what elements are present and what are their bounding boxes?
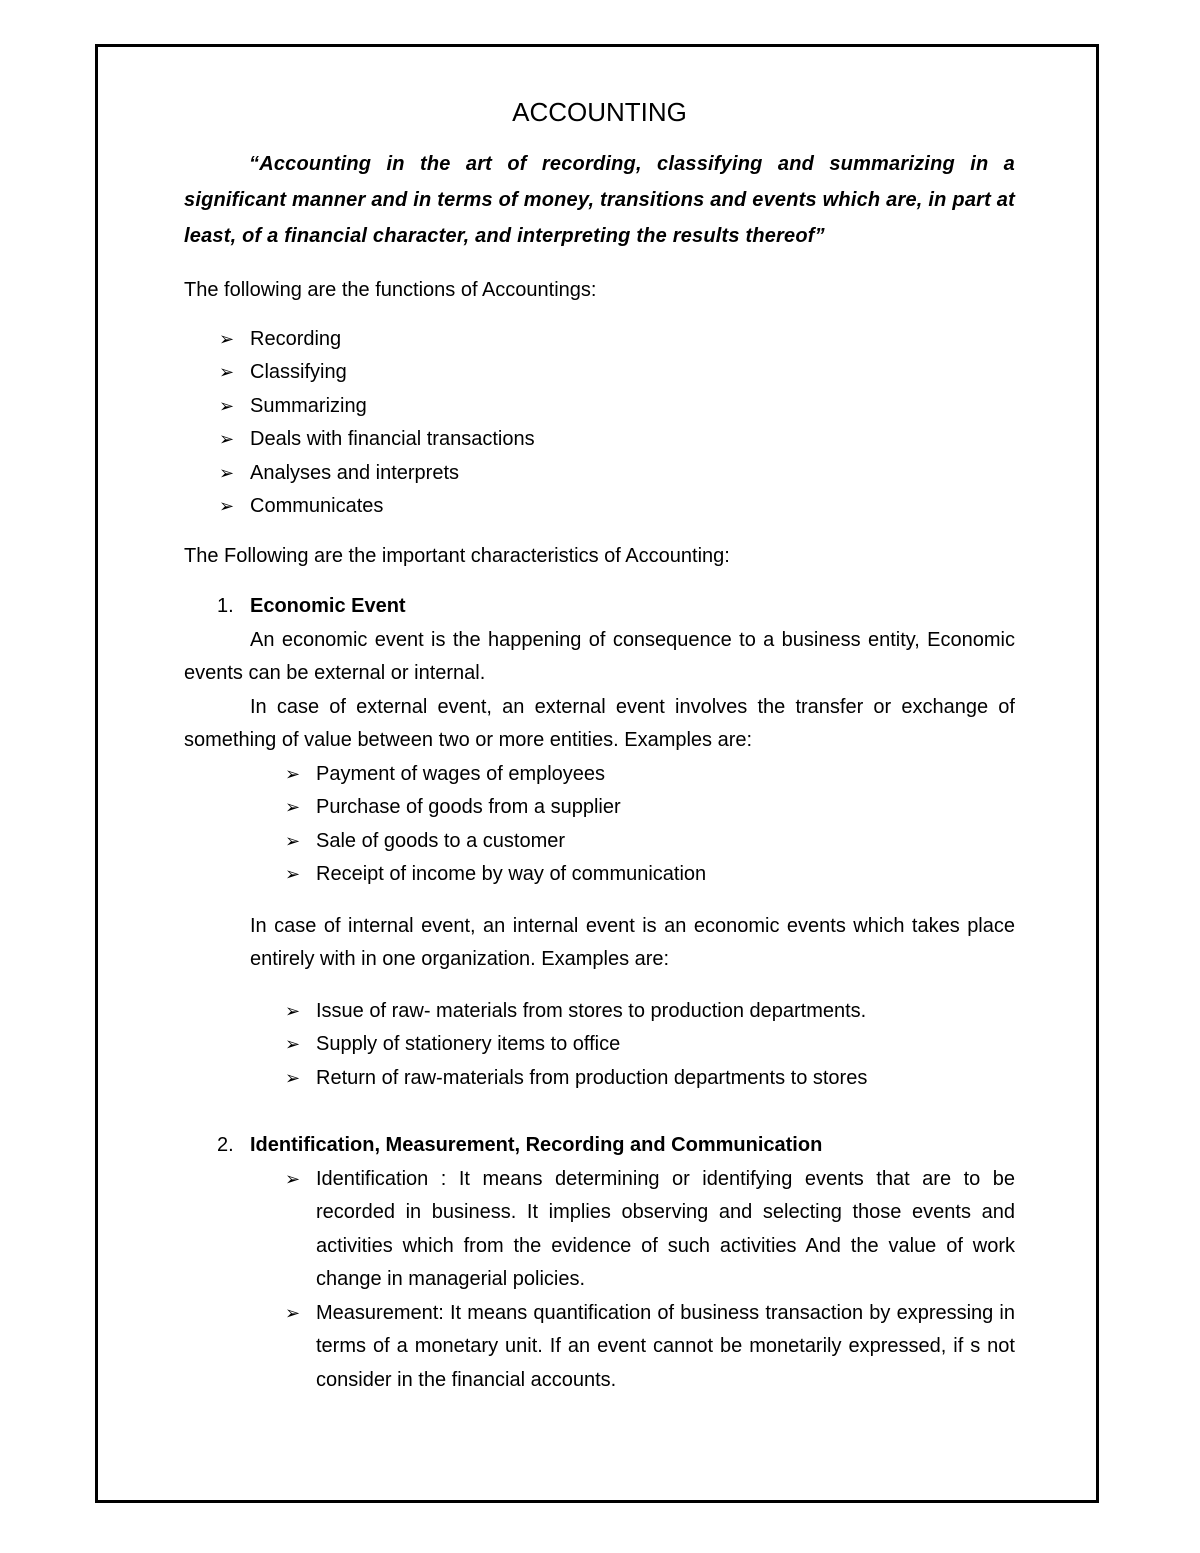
spacer — [184, 1095, 1015, 1129]
list-item: ➢ Purchase of goods from a supplier — [184, 791, 1015, 825]
identification-measurement-list — [184, 1163, 1015, 1398]
arrow-bullet-icon: ➢ — [285, 797, 301, 817]
list-item: ➢ Measurement: It means quantification of business transaction by expressing in terms of a monetary unit. If an event cannot be monetarily expressed, if s not consider in the financial accounts. — [184, 1297, 1015, 1398]
internal-examples-list — [184, 995, 1015, 1096]
section-heading-text: Economic Event — [250, 595, 406, 617]
list-item: ➢ Payment of wages of employees — [184, 758, 1015, 792]
functions-list — [184, 323, 1015, 524]
section-heading-economic-event — [184, 590, 1015, 624]
internal-event-paragraph: In case of internal event, an internal event is an economic events which takes place entirely with in one organization. Examples are: — [250, 914, 1015, 970]
arrow-bullet-icon: ➢ — [219, 429, 235, 449]
section-number: 2. — [217, 1134, 234, 1156]
list-item: ➢ Summarizing — [184, 390, 1015, 424]
list-item: ➢ Receipt of income by way of communication — [184, 858, 1015, 892]
list-item: ➢ Supply of stationery items to office — [184, 1028, 1015, 1062]
list-item: ➢ Return of raw-materials from production departments to stores — [184, 1062, 1015, 1096]
list-item: ➢ Sale of goods to a customer — [184, 825, 1015, 859]
document-body — [184, 92, 1015, 1397]
list-item: ➢ Deals with financial transactions — [184, 423, 1015, 457]
arrow-bullet-icon: ➢ — [219, 395, 235, 416]
list-item: ➢ Identification : It means determining or identifying events that are to be recorded in business. It implies observing and selecting those events and activities which from the evidence of such activities And the value of work change in managerial policies. — [184, 1163, 1015, 1297]
functions-intro: The following are the functions of Accountings: — [184, 279, 597, 301]
characteristics-intro: The Following are the important characteristics of Accounting: — [184, 544, 730, 567]
external-examples-list — [184, 758, 1015, 892]
arrow-bullet-icon: ➢ — [219, 362, 235, 382]
list-item: ➢ Recording — [184, 323, 1015, 357]
spacer — [184, 977, 1015, 995]
section-number: 1. — [217, 595, 234, 617]
section-heading-text: Identification, Measurement, Recording and Communication — [250, 1134, 823, 1156]
arrow-bullet-icon: ➢ — [219, 462, 235, 483]
definition-text: “Accounting in the art of recording, classifying and summarizing in a significant manner and in terms of money, transitions and events which are, in part at least, of a financial character, and interpreting the results thereof” — [184, 153, 1015, 247]
economic-event-paragraph: An economic event is the happening of consequence to a business entity, Economic events can be external or internal. — [184, 628, 1015, 684]
arrow-bullet-icon: ➢ — [219, 328, 235, 349]
arrow-bullet-icon: ➢ — [285, 1168, 301, 1189]
spacer — [184, 892, 1015, 910]
list-item: ➢ Communicates — [184, 490, 1015, 524]
arrow-bullet-icon: ➢ — [285, 763, 301, 784]
arrow-bullet-icon: ➢ — [285, 1034, 301, 1054]
arrow-bullet-icon: ➢ — [285, 1000, 301, 1021]
list-item: ➢ Analyses and interprets — [184, 457, 1015, 491]
document-title: ACCOUNTING — [512, 97, 687, 127]
arrow-bullet-icon: ➢ — [285, 830, 301, 851]
arrow-bullet-icon: ➢ — [285, 1302, 301, 1323]
list-item: ➢ Issue of raw- materials from stores to production departments. — [184, 995, 1015, 1029]
list-item: ➢ Classifying — [184, 356, 1015, 390]
arrow-bullet-icon: ➢ — [219, 496, 235, 516]
arrow-bullet-icon: ➢ — [285, 1067, 301, 1088]
arrow-bullet-icon: ➢ — [285, 864, 301, 884]
accounting-definition-quote — [184, 146, 1015, 254]
section-heading-identification — [184, 1129, 1015, 1163]
external-event-paragraph: In case of external event, an external event involves the transfer or exchange of something of value between two or more entities. Examples are: — [184, 695, 1015, 751]
